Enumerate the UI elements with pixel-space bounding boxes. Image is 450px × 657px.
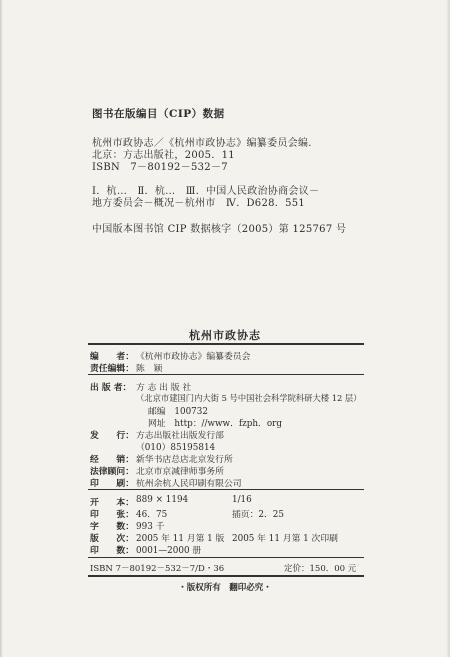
cip-line-2: 北京：方志出版社，2005．11 bbox=[92, 150, 235, 161]
publisher-website: 网址 http：//www．fzph．org bbox=[148, 419, 282, 429]
sheets-label: 印 张： bbox=[90, 510, 134, 520]
format-fold: 1/16 bbox=[232, 495, 252, 505]
cip-line-6: 中国版本图书馆 CIP 数据核字（2005）第 125767 号 bbox=[92, 224, 347, 235]
book-title: 杭州市政协志 bbox=[189, 329, 261, 342]
issue-phone: （010）85195814 bbox=[136, 443, 216, 453]
resp-editor-label: 责任编辑： bbox=[90, 364, 134, 374]
words-value: 993 千 bbox=[136, 522, 165, 532]
resp-editor-value: 陈 颖 bbox=[136, 364, 163, 374]
rule-top bbox=[88, 343, 364, 345]
publisher-label: 出 版 者： bbox=[90, 383, 132, 393]
dealer-label: 经 销： bbox=[90, 455, 134, 465]
publisher-address: （北京市建国门内大街 5 号中国社会科学院科研大楼 12 层） bbox=[136, 393, 362, 403]
rule-bottom bbox=[88, 575, 364, 577]
sheets-value: 46．75 bbox=[136, 510, 168, 520]
cip-line-5: 地方委员会－概况－杭州市 Ⅳ．D628．551 bbox=[92, 198, 306, 209]
run-label: 印 数： bbox=[90, 546, 134, 556]
format-value: 889 × 1194 bbox=[136, 495, 189, 505]
print-value: 杭州余杭人民印刷有限公司 bbox=[136, 479, 242, 489]
edition-value: 2005 年 11 月第 1 版 bbox=[136, 534, 225, 544]
cip-line-1: 杭州市政协志／《杭州市政协志》编纂委员会编. bbox=[92, 138, 312, 149]
publisher-postcode: 邮编 100732 bbox=[148, 407, 208, 417]
rule-credits bbox=[88, 374, 364, 375]
edition-label: 版 次： bbox=[90, 534, 134, 544]
issue-value: 方志出版社出版发行部 bbox=[136, 431, 224, 441]
legal-label: 法律顾问： bbox=[90, 467, 134, 477]
plates-value: 插页：2．25 bbox=[232, 510, 284, 520]
dealer-value: 新华书店总店北京发行所 bbox=[136, 455, 233, 465]
words-label: 字 数： bbox=[90, 522, 134, 532]
cip-heading: 图书在版编目（CIP）数据 bbox=[92, 108, 225, 120]
cip-line-3: ISBN 7－80192－532－7 bbox=[92, 162, 228, 173]
footer-isbn: ISBN 7－80192－532－7/D・36 bbox=[90, 564, 225, 574]
issue-label: 发 行： bbox=[90, 431, 134, 441]
rights-notice: ・版权所有 翻印必究・ bbox=[178, 583, 272, 593]
rule-publisher bbox=[88, 489, 364, 490]
rule-specs bbox=[88, 557, 364, 558]
footer-price: 定价：150．00 元 bbox=[284, 564, 357, 574]
publisher-name: 方 志 出 版 社 bbox=[136, 383, 192, 393]
editor-label: 编 者： bbox=[90, 352, 134, 362]
printing-value: 2005 年 11 月第 1 次印刷 bbox=[232, 534, 338, 544]
print-label: 印 刷： bbox=[90, 479, 134, 489]
run-value: 0001—2000 册 bbox=[136, 546, 202, 556]
legal-value: 北京市京减律师事务所 bbox=[136, 467, 224, 477]
format-label: 开 本： bbox=[90, 498, 134, 508]
cip-line-4: Ⅰ．杭… Ⅱ．杭… Ⅲ．中国人民政治协商会议－ bbox=[92, 186, 320, 197]
editor-value: 《杭州市政协志》编纂委员会 bbox=[136, 352, 251, 362]
